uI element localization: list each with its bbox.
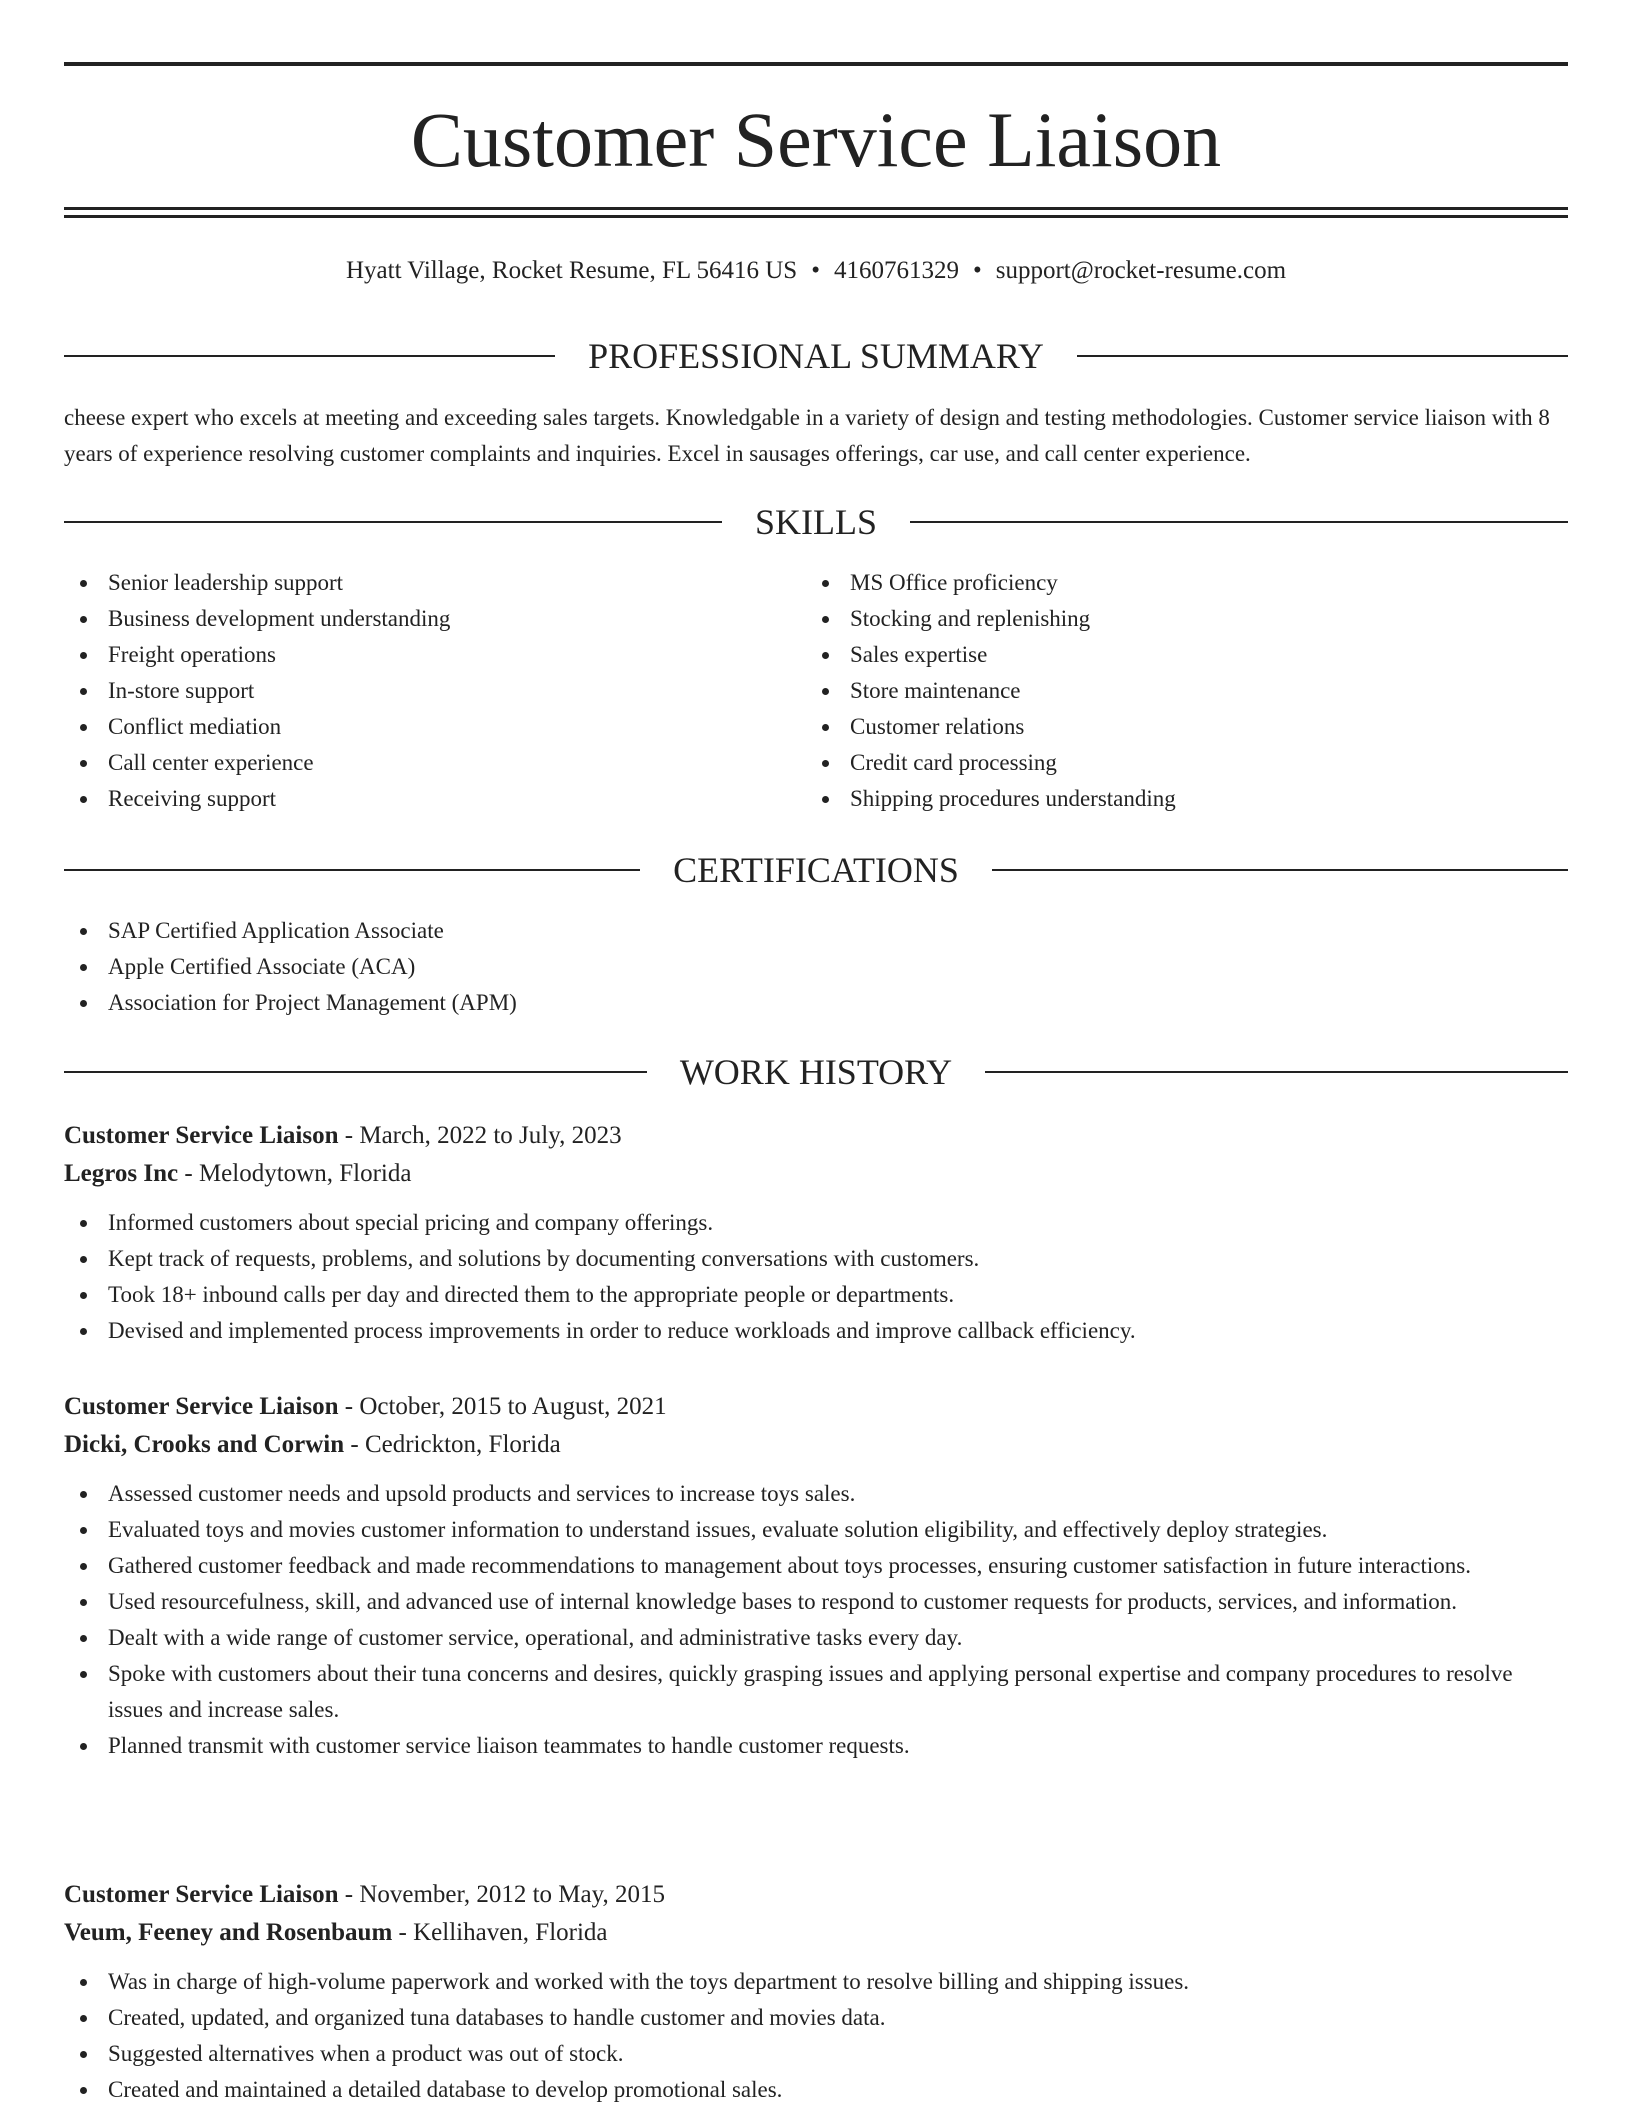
heading-rule-left [64, 869, 640, 871]
skill-item: Receiving support [64, 781, 804, 817]
job-company-line [64, 1426, 1568, 1464]
skills-list-left [64, 565, 804, 817]
job-title-line [64, 1388, 1568, 1426]
section-title: PROFESSIONAL SUMMARY [588, 336, 1044, 376]
job-bullet: Used resourcefulness, skill, and advanced use of internal knowledge bases to respond to customer requests for products, services, and information. [64, 1584, 1568, 1620]
job-title: Customer Service Liaison [64, 1393, 339, 1420]
heading-rule-right [985, 1071, 1568, 1073]
heading-rule-left [64, 1071, 647, 1073]
heading-rule-left [64, 355, 555, 357]
skill-item: Credit card processing [806, 745, 1566, 781]
skills-list-right [806, 565, 1566, 817]
heading-rule-right [910, 521, 1568, 523]
section-heading-summary [64, 334, 1568, 378]
job-bullet: Planned transmit with customer service liaison teammates to handle customer requests. [64, 1728, 1568, 1764]
contact-address: Hyatt Village, Rocket Resume, FL 56416 US [345, 257, 798, 284]
job-bullet: Created and maintained a detailed database to develop promotional sales. [64, 2072, 1568, 2108]
job-bullet: Devised and implemented process improvements in order to reduce workloads and improve callback efficiency. [64, 1313, 1568, 1349]
job-location: - Kellihaven, Florida [392, 1919, 608, 1946]
job-company-line [64, 1914, 1568, 1952]
job-bullets [64, 1205, 1568, 1349]
job-company: Veum, Feeney and Rosenbaum [64, 1919, 393, 1946]
contact-separator: • [811, 257, 820, 284]
title-rule-lower [64, 215, 1568, 218]
job-company: Dicki, Crooks and Corwin [64, 1431, 345, 1458]
job-bullet: Kept track of requests, problems, and solutions by documenting conversations with customers. [64, 1241, 1568, 1277]
job-title: Customer Service Liaison [64, 1122, 339, 1149]
job-bullet: Gathered customer feedback and made recommendations to management about toys processes, ensuring customer satisfaction in future interactions. [64, 1548, 1568, 1584]
skill-item: Sales expertise [806, 637, 1566, 673]
job-bullet: Took 18+ inbound calls per day and directed them to the appropriate people or departments. [64, 1277, 1568, 1313]
skill-item: MS Office proficiency [806, 565, 1566, 601]
section-heading-work-history [64, 1050, 1568, 1094]
job-bullet: Evaluated toys and movies customer information to understand issues, evaluate solution eligibility, and effectively deploy strategies. [64, 1512, 1568, 1548]
job-company-line [64, 1155, 1568, 1193]
job-title: Customer Service Liaison [64, 1881, 339, 1908]
skill-item: Shipping procedures understanding [806, 781, 1566, 817]
job-bullet: Suggested alternatives when a product was out of stock. [64, 2036, 1568, 2072]
skill-item: In-store support [64, 673, 804, 709]
job-dates: - November, 2012 to May, 2015 [338, 1881, 666, 1908]
skill-item: Customer relations [806, 709, 1566, 745]
resume-title: Customer Service Liaison [410, 96, 1222, 183]
job-entry [64, 1388, 1568, 1764]
heading-rule-right [1077, 355, 1568, 357]
job-location: - Cedrickton, Florida [344, 1431, 561, 1458]
job-title-line [64, 1876, 1568, 1914]
skill-item: Store maintenance [806, 673, 1566, 709]
skill-item: Call center experience [64, 745, 804, 781]
job-bullet: Created, updated, and organized tuna databases to handle customer and movies data. [64, 2000, 1568, 2036]
summary-text: cheese expert who excels at meeting and exceeding sales targets. Knowledgable in a variety of design and testing methodologies. Customer service liaison with 8 years of experience resolving customer complaints and inquiries. Excel in sausages offerings, car use, and call center experience. [64, 405, 1550, 466]
skill-item: Freight operations [64, 637, 804, 673]
job-bullet: Informed customers about special pricing and company offerings. [64, 1205, 1568, 1241]
skill-item: Conflict mediation [64, 709, 804, 745]
job-entry [64, 1117, 1568, 1349]
certifications-list [64, 913, 1568, 1021]
skill-item: Business development understanding [64, 601, 804, 637]
section-title: SKILLS [755, 502, 878, 542]
job-company: Legros Inc [64, 1160, 179, 1187]
contact-email: support@rocket-resume.com [995, 257, 1287, 284]
job-dates: - October, 2015 to August, 2021 [338, 1393, 667, 1420]
top-rule [64, 62, 1568, 66]
job-bullet: Assessed customer needs and upsold products and services to increase toys sales. [64, 1476, 1568, 1512]
title-rule-upper [64, 207, 1568, 210]
job-bullets [64, 1964, 1568, 2108]
certification-item: SAP Certified Application Associate [64, 913, 1568, 949]
job-entry [64, 1876, 1568, 2108]
job-bullet: Was in charge of high-volume paperwork and worked with the toys department to resolve billing and shipping issues. [64, 1964, 1568, 2000]
certification-item: Association for Project Management (APM) [64, 985, 1568, 1021]
section-title: CERTIFICATIONS [673, 850, 959, 890]
job-bullet: Dealt with a wide range of customer service, operational, and administrative tasks every day. [64, 1620, 1568, 1656]
heading-rule-right [992, 869, 1568, 871]
contact-phone: 4160761329 [833, 257, 959, 284]
certification-item: Apple Certified Associate (ACA) [64, 949, 1568, 985]
contact-separator: • [972, 257, 982, 284]
skill-item: Senior leadership support [64, 565, 804, 601]
section-heading-skills [64, 500, 1568, 544]
section-title: WORK HISTORY [679, 1052, 953, 1092]
job-bullet: Spoke with customers about their tuna concerns and desires, quickly grasping issues and applying personal expertise and company procedures to resolve issues and increase sales. [64, 1656, 1568, 1728]
skill-item: Stocking and replenishing [806, 601, 1566, 637]
job-title-line [64, 1117, 1568, 1155]
contact-line [64, 254, 1568, 288]
job-location: - Melodytown, Florida [178, 1160, 412, 1187]
job-bullets [64, 1476, 1568, 1764]
section-heading-certifications [64, 848, 1568, 892]
job-dates: - March, 2022 to July, 2023 [338, 1122, 622, 1149]
heading-rule-left [64, 521, 722, 523]
